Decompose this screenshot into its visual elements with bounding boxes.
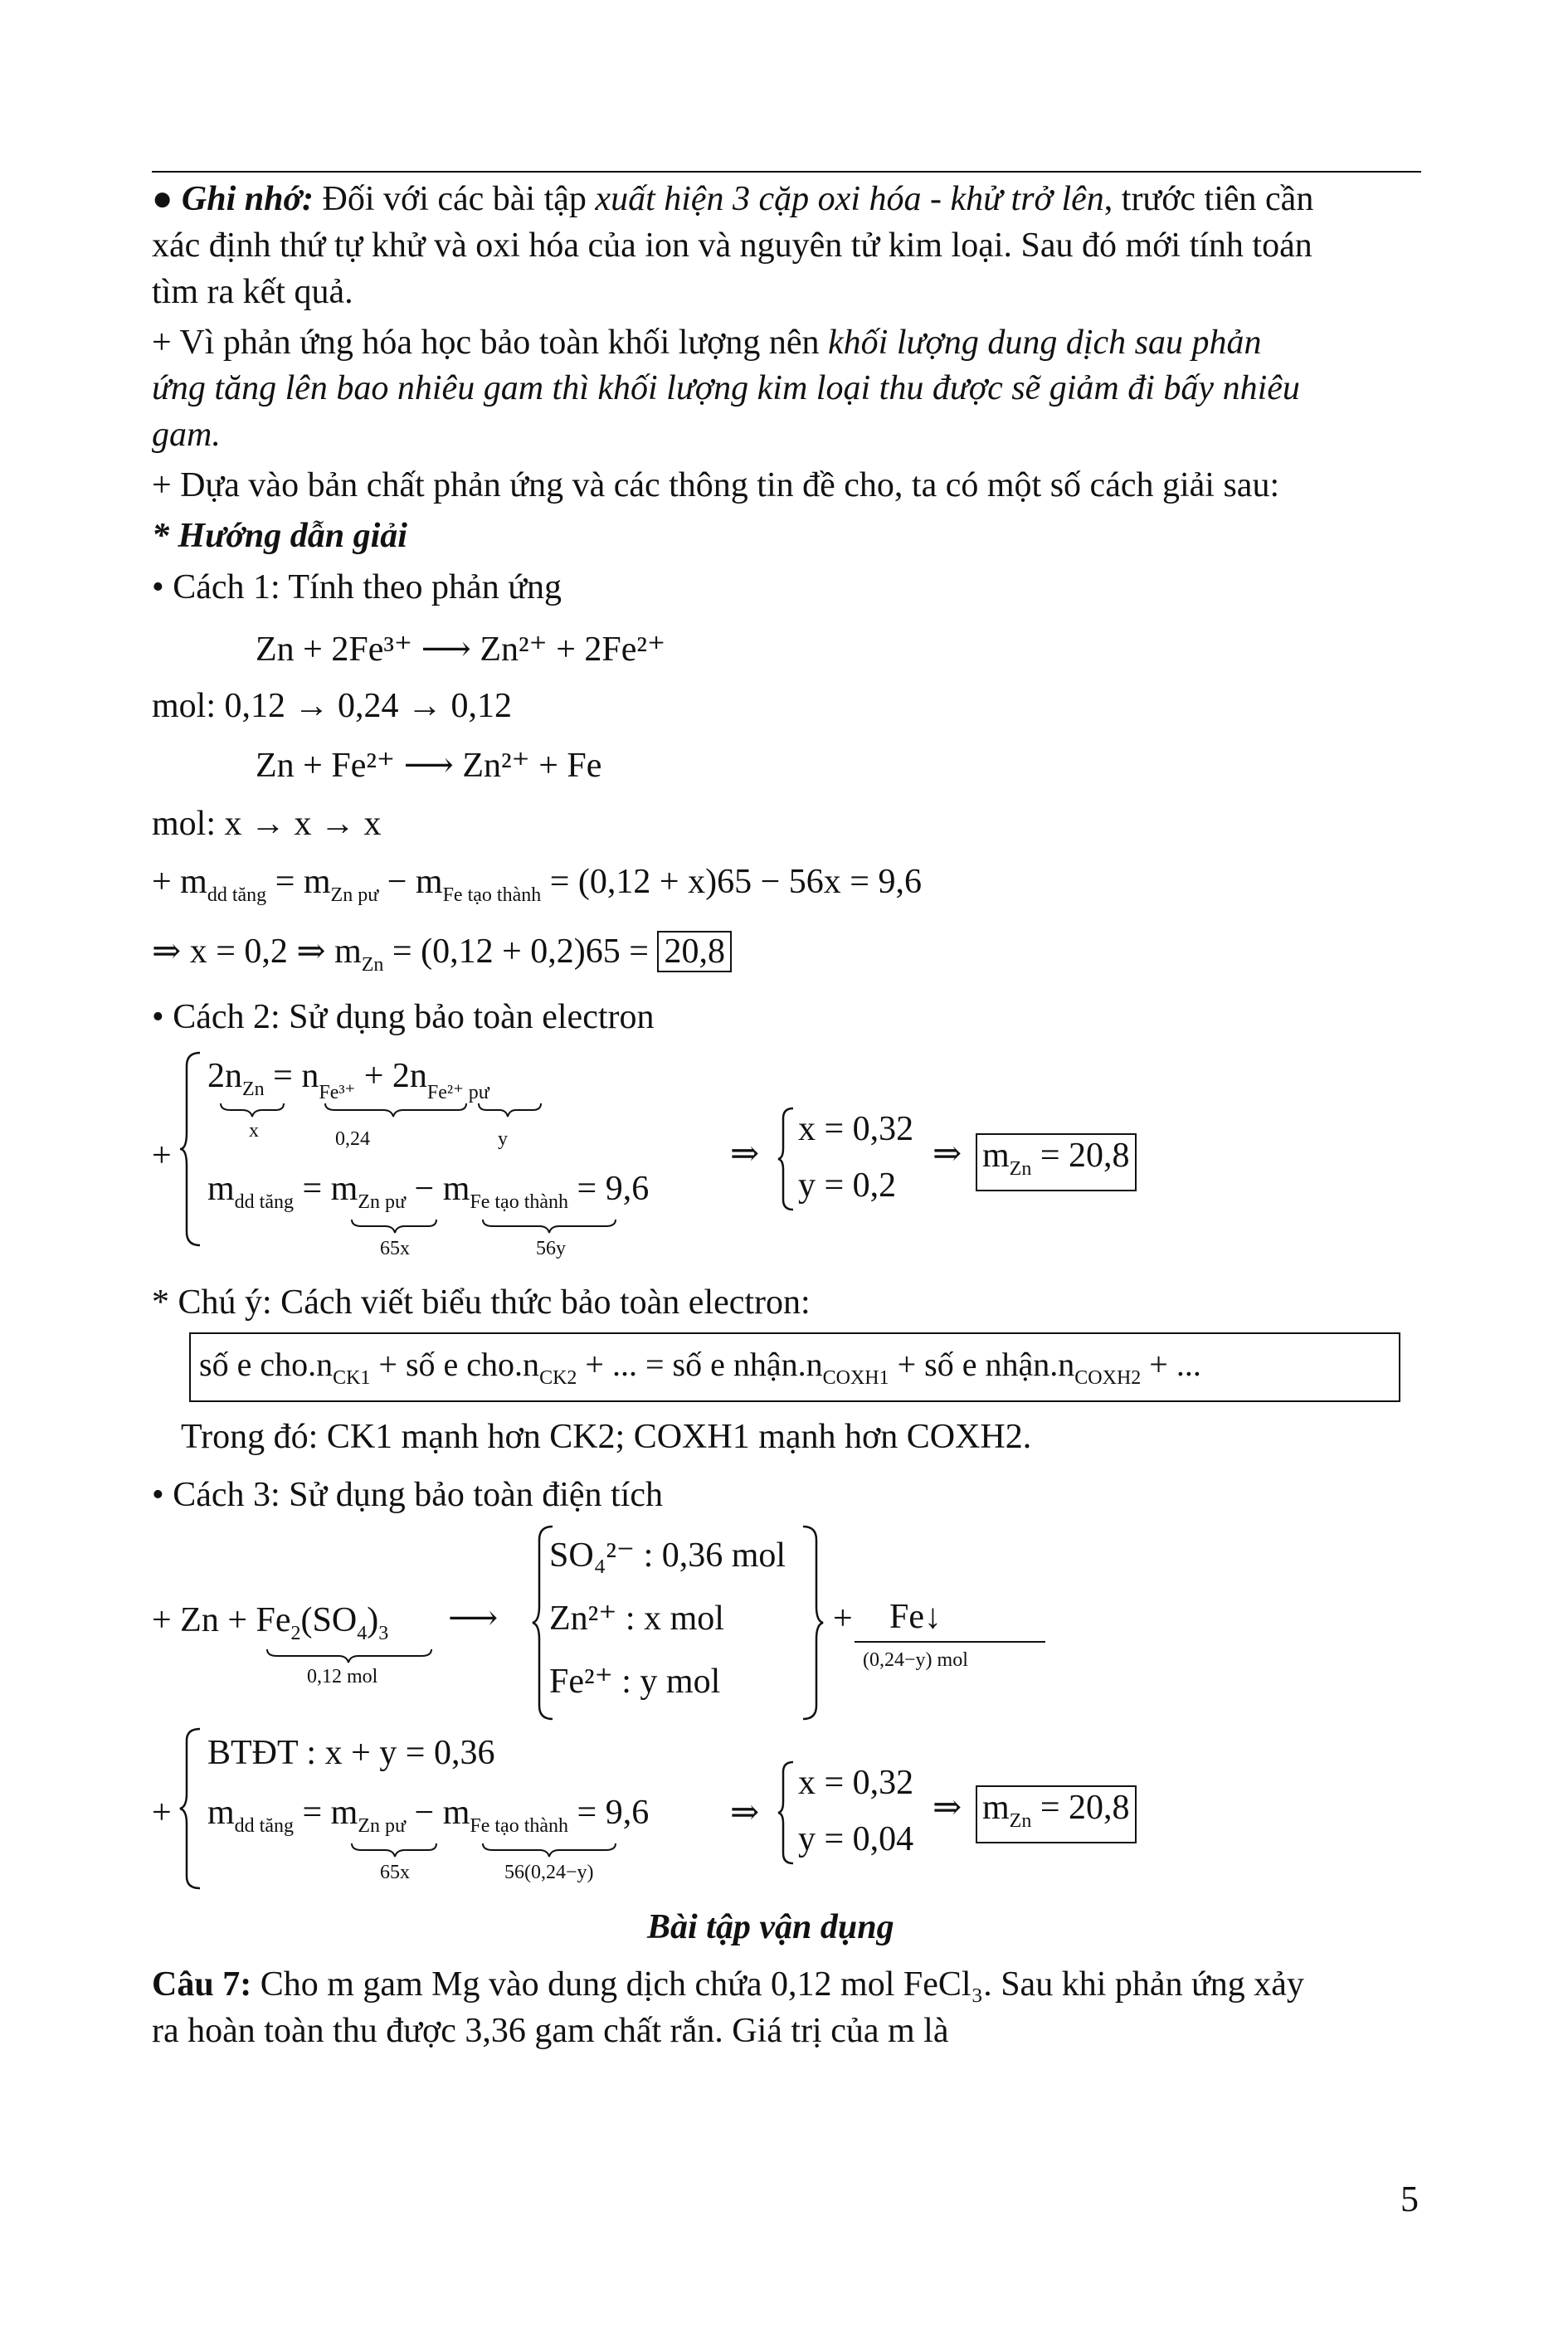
equation-1	[152, 861, 922, 916]
para2-line-1	[152, 318, 1421, 368]
boxed-answer-2	[976, 1133, 1137, 1191]
text: = n	[264, 1057, 319, 1095]
text: − m	[378, 863, 443, 901]
text: = 20,8	[1031, 1137, 1130, 1175]
sub: CK2	[539, 1367, 577, 1389]
para2-line-3: gam.	[152, 416, 221, 454]
reaction-arrow: ⟶	[448, 1600, 499, 1638]
sub: COXH1	[822, 1367, 889, 1389]
implies-1: ⇒	[730, 1135, 760, 1173]
system3-underbraces	[348, 1840, 664, 1860]
text: )	[367, 1601, 379, 1639]
underbraces-row2	[348, 1216, 664, 1236]
note-line-3: tìm ra kết quả.	[152, 273, 353, 311]
system3-plus: +	[152, 1794, 172, 1832]
sub: Fe tạo thành	[470, 1191, 569, 1213]
sub: Zn pư	[358, 1191, 407, 1213]
top-rule	[152, 171, 1421, 173]
text: m	[982, 1789, 1010, 1827]
plus-fe: +	[833, 1600, 853, 1638]
sub: dd tăng	[207, 884, 267, 906]
implies-4: ⇒	[933, 1789, 962, 1827]
left-brace	[178, 1049, 203, 1249]
method3-title: • Cách 3: Sử dụng bảo toàn điện tích	[152, 1476, 664, 1514]
text: Đối với các bài tập	[313, 180, 596, 218]
text: + ...	[1141, 1346, 1201, 1383]
mol-line-1: mol: 0,12 → 0,24 → 0,12	[152, 687, 513, 725]
text: m	[207, 1794, 235, 1832]
text: 2n	[207, 1057, 242, 1095]
sub: 2	[290, 1623, 301, 1644]
text: = (0,12 + x)65 − 56x = 9,6	[541, 863, 922, 901]
system-plus: +	[152, 1137, 172, 1175]
sub: dd tăng	[234, 1191, 294, 1213]
fe-precipitate: Fe↓	[889, 1598, 942, 1636]
sub: Fe³⁺	[319, 1082, 356, 1103]
sub: CK1	[333, 1367, 371, 1389]
fe-underline	[855, 1641, 1045, 1643]
para2-line-2: ứng tăng lên bao nhiêu gam thì khối lượng kim loại thu được sẽ giảm đi bấy nhiêu	[152, 369, 1300, 407]
text: ⇒ x = 0,2 ⇒ m	[152, 933, 362, 971]
page-number: 5	[1400, 2179, 1419, 2219]
text: m	[207, 1170, 235, 1208]
implies-2: ⇒	[933, 1135, 962, 1173]
exercise-title: Bài tập vận dụng	[647, 1908, 894, 1946]
text: số e cho.n	[199, 1346, 334, 1383]
question-7-line-1	[152, 1960, 1421, 2009]
sub: 3	[378, 1623, 389, 1644]
sub: Zn	[242, 1079, 265, 1100]
sub: Fe tạo thành	[470, 1815, 569, 1837]
text: − m	[406, 1794, 470, 1832]
boxed-answer: 20,8	[657, 931, 732, 972]
text: Cho m gam Mg vào dung dịch chứa 0,12 mol FeCl₃. Sau khi phản ứng xảy	[251, 1965, 1304, 2004]
sub: Zn pư	[358, 1815, 407, 1837]
sub: COXH2	[1074, 1367, 1142, 1389]
mol-line-2: mol: x → x → x	[152, 805, 382, 843]
question-label: Câu 7:	[152, 1965, 252, 2004]
note-label: Ghi nhớ:	[181, 180, 314, 218]
ion-sulfate: SO₄²⁻ : 0,36 mol	[549, 1536, 786, 1575]
underbrace-024: 0,24	[335, 1128, 370, 1150]
sub: Zn	[1009, 1810, 1032, 1832]
text: = 20,8	[1031, 1789, 1130, 1827]
text: + số e cho.n	[370, 1346, 540, 1383]
text: + Vì phản ứng hóa học bảo toàn khối lượng nên	[152, 324, 829, 362]
text: + m	[152, 863, 207, 901]
guide-title: * Hướng dẫn giải	[152, 517, 407, 555]
fe-amount: (0,24−y) mol	[863, 1649, 968, 1671]
note-line-2: xác định thứ tự khử và oxi hóa của ion và nguyên tử kim loại. Sau đó mới tính toán	[152, 226, 1312, 265]
sub: dd tăng	[234, 1815, 294, 1837]
lhs-underbrace-label: 0,12 mol	[307, 1666, 378, 1687]
text: + số e nhận.n	[889, 1346, 1075, 1383]
solution3-x: x = 0,32	[798, 1764, 914, 1802]
text-italic: khối lượng dung dịch sau phản	[828, 324, 1262, 362]
lhs-underbrace	[264, 1646, 438, 1664]
underbrace-y: y	[498, 1128, 508, 1150]
text: = m	[294, 1170, 358, 1208]
sub: Zn	[1009, 1158, 1032, 1180]
text: m	[982, 1137, 1010, 1175]
underbrace-x: x	[249, 1120, 259, 1142]
solution-brace	[777, 1105, 796, 1213]
sub: Fe²⁺ pư	[426, 1082, 489, 1103]
text: − m	[406, 1170, 470, 1208]
ions-right-brace	[800, 1523, 825, 1722]
underbrace-65x-3: 65x	[380, 1862, 410, 1883]
boxed-answer-3	[976, 1785, 1137, 1843]
method2-title: • Cách 2: Sử dụng bảo toàn electron	[152, 998, 655, 1036]
text: = 9,6	[568, 1170, 650, 1208]
text: (SO	[300, 1601, 358, 1639]
ion-zinc: Zn²⁺ : x mol	[549, 1600, 724, 1638]
note2-where: Trong đó: CK1 mạnh hơn CK2; COXH1 mạnh hơn COXH2.	[181, 1418, 1032, 1456]
sub: Zn	[361, 954, 384, 976]
text-italic: xuất hiện 3 cặp oxi hóa - khử trở lên	[595, 180, 1104, 218]
reaction-2: Zn + Fe²⁺ ⟶ Zn²⁺ + Fe	[256, 747, 602, 785]
reaction-1: Zn + 2Fe³⁺ ⟶ Zn²⁺ + 2Fe²⁺	[256, 631, 666, 669]
text: = 9,6	[568, 1794, 650, 1832]
bullet: ●	[152, 180, 173, 218]
ion-iron: Fe²⁺ : y mol	[549, 1663, 721, 1701]
sub: Fe tạo thành	[442, 884, 542, 906]
system3-brace	[178, 1726, 203, 1892]
text: = (0,12 + 0,2)65 =	[383, 933, 658, 971]
underbrace-65x: 65x	[380, 1238, 410, 1259]
system3-row-2	[207, 1792, 649, 1847]
sub: 4	[357, 1623, 368, 1644]
solution3-y: y = 0,04	[798, 1820, 914, 1858]
note2-title: * Chú ý: Cách viết biểu thức bảo toàn electron:	[152, 1283, 811, 1322]
note-line-1	[152, 174, 1421, 224]
text: + Zn + Fe	[152, 1601, 291, 1639]
sub: Zn pư	[330, 884, 379, 906]
implies-3: ⇒	[730, 1794, 760, 1832]
formula-content	[199, 1344, 1201, 1399]
text: = m	[266, 863, 331, 901]
solution3-brace	[777, 1759, 796, 1867]
text: + ... = số e nhận.n	[577, 1346, 823, 1383]
underbrace-56-3: 56(0,24−y)	[504, 1862, 594, 1883]
text: + 2n	[355, 1057, 427, 1095]
text: = m	[294, 1794, 358, 1832]
method1-title: • Cách 1: Tính theo phản ứng	[152, 568, 562, 606]
question-7-line-2: ra hoàn toàn thu được 3,36 gam chất rắn. Giá trị của m là	[152, 2012, 949, 2050]
equation-2	[152, 931, 732, 986]
para3: + Dựa vào bản chất phản ứng và các thông tin đề cho, ta có một số cách giải sau:	[152, 466, 1280, 504]
system-row-2	[207, 1168, 649, 1223]
system3-row-1: BTĐT : x + y = 0,36	[207, 1734, 495, 1772]
solution-y: y = 0,2	[798, 1166, 897, 1205]
text: , trước tiên cần	[1103, 180, 1314, 218]
underbrace-56y: 56y	[536, 1238, 566, 1259]
solution-x: x = 0,32	[798, 1110, 914, 1148]
underbraces-row1	[217, 1100, 566, 1120]
